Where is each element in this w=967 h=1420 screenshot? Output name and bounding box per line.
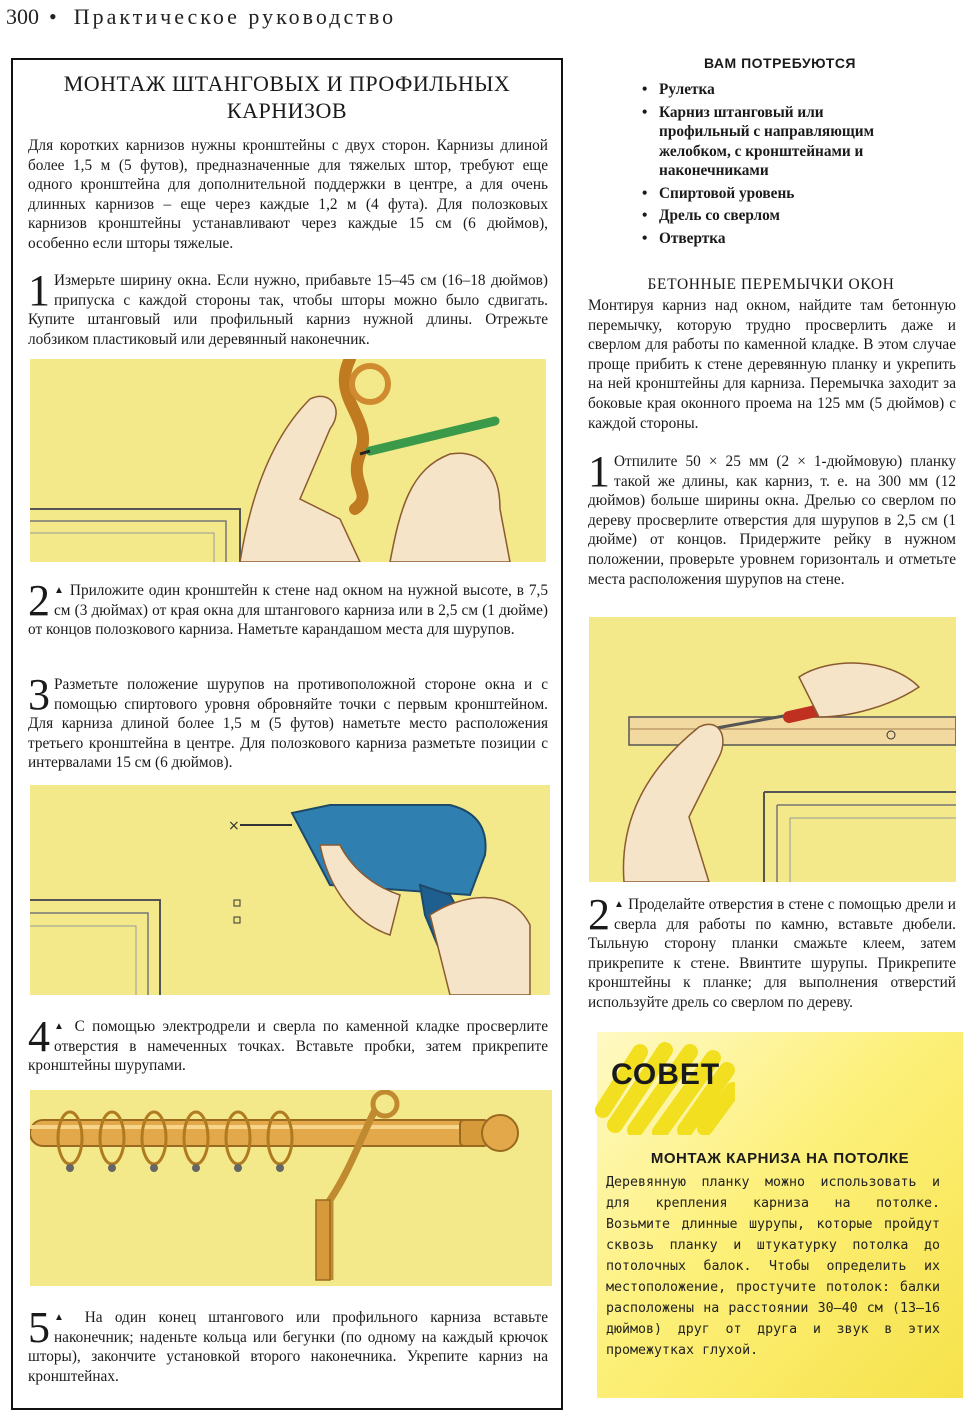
needs-item: • Карниз штанговый или профильный с направляющим желобком, с кронштейнами и наконечниками <box>642 103 887 181</box>
needs-item: • Дрель со сверлом <box>642 206 887 226</box>
running-title: Практическое руководство <box>73 4 397 29</box>
batten-screwdriver-drawing <box>589 617 956 882</box>
step-1 <box>28 266 548 349</box>
step-text: Проделайте отверстия в стене с помощью дрели и сверла для работы по камню, вставьте дюбели. Тыльную сторону планки смажьте клеем, затем прикрепите к стене. Ввинтите шурупы. Прикрепите кронштейны к планке; для выполнения отверстий используйте дрель со сверлом по дереву. <box>588 896 956 1011</box>
illustration-curtain-rod <box>30 1090 552 1286</box>
illustration-marking-bracket <box>30 359 546 562</box>
step-number: 1 <box>28 266 50 315</box>
section-title <box>22 70 552 124</box>
needs-item: • Спиртовой уровень <box>642 184 887 204</box>
step-number: 5 <box>28 1303 50 1352</box>
step-4 <box>28 1012 548 1076</box>
running-header <box>6 4 396 30</box>
triangle-marker-icon: ▲ <box>54 1312 73 1323</box>
triangle-marker-icon: ▲ <box>614 899 625 910</box>
section-title-line1: МОНТАЖ ШТАНГОВЫХ И ПРОФИЛЬНЫХ <box>63 71 511 96</box>
intro-paragraph: Для коротких карнизов нужны кронштейны с двух сторон. Карнизы длиной более 1,5 м (5 футов), предназначенные для тяжелых штор, требуют еще одного кронштейна для дополнительной поддержки в центре, а для очень длинных карнизов – еще через каждые 1,2 м (4 фута). Для полозковых карнизов кронштейны устанавливают через каждые 15 см (6 дюймов), особенно если шторы тяжелые. <box>28 137 548 252</box>
triangle-marker-icon: ▲ <box>54 585 65 596</box>
drilling-drawing <box>30 785 550 995</box>
header-bullet: • <box>49 4 60 29</box>
concrete-intro-paragraph: Монтируя карниз над окном, найдите там бетонную перемычку, которую трудно просверлить даже и сверлом для работы по каменной кладке. В этом случае проще прибить к стене деревянную планку и укрепить на ней кронштейны для карниза. Перемычка заходит за боковые края оконного проема на 125 мм (5 дюймов) с каждой стороны. <box>588 297 956 432</box>
tip-label: СОВЕТ <box>611 1058 721 1091</box>
page-number: 300 <box>6 4 39 29</box>
step-number: 3 <box>28 670 50 719</box>
needs-item: • Отвертка <box>642 229 887 249</box>
step-number: 2 <box>588 890 610 939</box>
marking-bracket-drawing <box>30 359 546 562</box>
tip-title: МОНТАЖ КАРНИЗА НА ПОТОЛКЕ <box>650 1150 910 1167</box>
step-number: 4 <box>28 1012 50 1061</box>
illustration-drilling <box>30 785 550 995</box>
step-text: На один конец штангового или профильного карниза вставьте наконечник; наденьте кольца или бегунки (по одному на каждый крючок шторы), закончите установкой второго наконечника. Укрепите карниз на кронштейнах. <box>28 1309 549 1385</box>
curtain-rod-drawing <box>30 1090 552 1286</box>
section-title-line2: КАРНИЗОВ <box>226 98 348 123</box>
step-text: С помощью электродрели и сверла по каменной кладке просверлите отверстия в намеченных точках. Вставьте пробки, затем прикрепите кронштейны шурупами. <box>28 1018 548 1075</box>
right-step-1 <box>588 447 956 589</box>
step-5 <box>28 1303 549 1386</box>
step-number: 1 <box>588 447 610 496</box>
step-3 <box>28 670 548 773</box>
step-text: Разметьте положение шурупов на противоположной стороне окна и с помощью спиртового уровня обровняйте точки с первым кронштейном. Для карниза длиной более 1,5 м (5 футов) наметьте место расположения третьего кронштейна в центре. Для полозкового карниза разметьте позиции с интервалами 15 см (6 дюймов). <box>28 676 548 772</box>
right-step-2 <box>588 890 956 1013</box>
step-text: Измерьте ширину окна. Если нужно, прибавьте 15–45 см (16–18 дюймов) припуска с каждой стороны так, чтобы шторы можно было сдвигать. Купите штанговый или профильный карниз нужной длины. Отрежьте лобзиком пластиковый или деревянный наконечник. <box>28 272 548 348</box>
triangle-marker-icon: ▲ <box>54 1021 68 1032</box>
illustration-batten-screwdriver <box>589 617 956 882</box>
needs-list <box>642 80 887 248</box>
concrete-lintel-title: БЕТОННЫЕ ПЕРЕМЫЧКИ ОКОН <box>647 276 895 293</box>
svg-text:×: × <box>228 818 240 834</box>
step-number: 2 <box>28 576 50 625</box>
needs-title: ВАМ ПОТРЕБУЮТСЯ <box>704 55 856 71</box>
step-text: Приложите один кронштейн к стене над окном на нужной высоте, в 7,5 см (3 дюймах) от края окна для штангового карниза или в 2,5 см (1 дюйме) от концов полозкового карниза. Наметьте карандашом места для шурупов. <box>28 582 549 639</box>
step-text: Отпилите 50 × 25 мм (2 × 1-дюймовую) планку такой же длины, как карниз, т. е. на 300 мм (12 дюймов) больше ширины окна. Дрелью со сверлом по дереву просверлите отверстия для шурупов в 2,5 см (1 дюйме) от концов. Придержите рейку в нужном положении, проверьте уровнем горизонталь и отметьте места расположения шурупов на стене. <box>588 453 956 588</box>
tip-text: Деревянную планку можно использовать и для крепления карниза на потолке. Возьмите длинные шурупы, которые пройдут сквозь планку и штукатурку потолка до потолочных балок. Чтобы определить их местоположение, простучите потолок: балки расположены на расстоянии 30–40 см (13–16 дюймов) друг от друга и звук в этих промежутках глухой. <box>606 1175 940 1358</box>
step-2 <box>28 576 549 640</box>
needs-item: • Рулетка <box>642 80 887 100</box>
